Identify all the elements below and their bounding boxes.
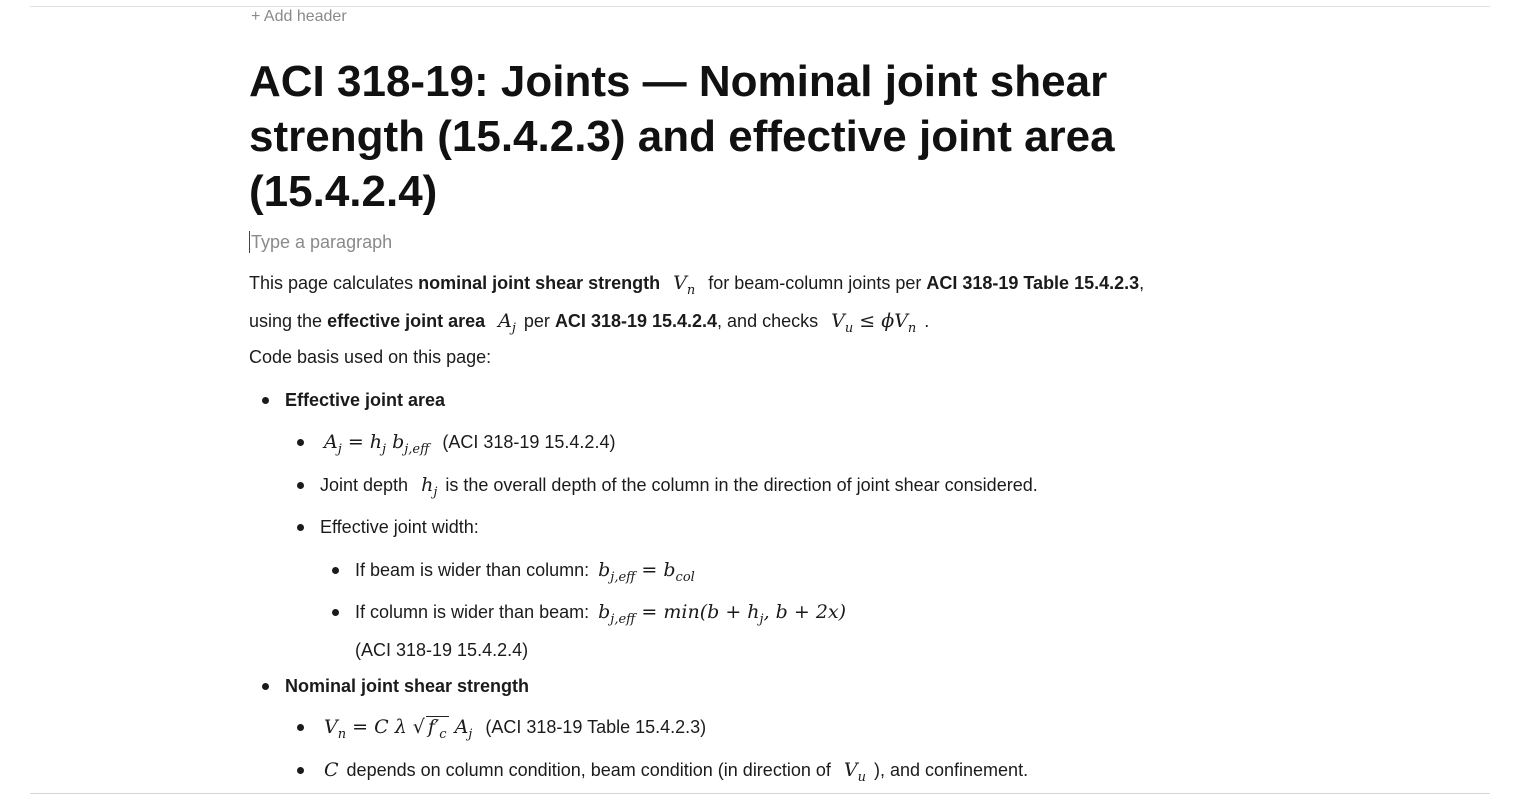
- math-beff-col: $b_{j,eff} = b_{col}$: [598, 559, 695, 585]
- list-item-beam-wider: [355, 555, 699, 593]
- intro-code-ref: ACI 318-19 Table 15.4.2.3: [926, 273, 1140, 293]
- item-text: If beam is wider than column:: [355, 560, 590, 580]
- bullet: [262, 397, 269, 404]
- bullet: [297, 724, 304, 731]
- math-beff-min: $b_{j,eff} = \min(b + h_j$, b + 2x): [598, 601, 847, 627]
- list-item-effective-area: [285, 385, 445, 415]
- bullet: [262, 683, 269, 690]
- intro-text: .: [924, 310, 930, 331]
- list-item-nominal-strength: [285, 671, 529, 701]
- intro-text: using the: [249, 310, 328, 331]
- math-vn: $V_n$: [673, 272, 696, 298]
- text-caret: [249, 231, 250, 253]
- math-vn-formula: $V_n = C$ λ √ $f'_c$ $A_j$: [320, 716, 480, 738]
- math-vu: $V_u$: [843, 759, 866, 785]
- bullet: [297, 767, 304, 774]
- bullet: [297, 482, 304, 489]
- footer-divider: [30, 793, 1490, 794]
- item-text: Joint depth: [320, 475, 409, 495]
- item-text: is the overall depth of the column in the direction of joint shear considered.: [445, 475, 1038, 495]
- list-item-joint-depth: [320, 470, 1038, 508]
- intro-text: , and checks: [717, 310, 819, 331]
- code-basis-label: Code basis used on this page:: [249, 347, 492, 367]
- header-divider: [30, 6, 1490, 7]
- item-text: Effective joint width:: [320, 517, 479, 537]
- intro-text: ,: [1139, 273, 1145, 293]
- intro-text: per: [523, 310, 555, 331]
- math-aj: $A_j$: [498, 309, 516, 336]
- intro-text: for beam-column joints per: [703, 273, 927, 293]
- intro-code-ref: ACI 318-19 15.4.2.4: [554, 310, 718, 331]
- intro-text: This page calculates: [249, 273, 419, 293]
- item-text: ), and confinement.: [873, 760, 1029, 780]
- item-text: If column is wider than beam:: [355, 602, 590, 622]
- add-header-button[interactable]: + Add header: [251, 8, 347, 25]
- math-hj: $h_j$: [421, 474, 438, 500]
- math-check: $V_u \le \phi V_n$: [831, 309, 917, 336]
- intro-bold-term: nominal joint shear strength: [418, 273, 661, 293]
- math-aj-formula: $A_j = h_j$ $b_{j,eff}$: [324, 431, 430, 457]
- list-item-c-factor: [320, 755, 1028, 793]
- code-ref: (ACI 318-19 15.4.2.4): [442, 432, 616, 452]
- code-ref: (ACI 318-19 15.4.2.4): [355, 639, 529, 660]
- intro-paragraph: [249, 268, 1289, 344]
- paragraph-placeholder: Type a paragraph: [251, 231, 393, 252]
- list-item-effective-width: [320, 512, 479, 542]
- bullet: [332, 567, 339, 574]
- bullet: [297, 439, 304, 446]
- page-title[interactable]: ACI 318-19: Joints — Nominal joint shear strength (15.4.2.3) and effective joint area (15.4.2.4): [249, 57, 1115, 216]
- intro-bold-term: effective joint area: [327, 310, 486, 331]
- paragraph-input[interactable]: [249, 229, 392, 255]
- list-item-column-wider: [355, 597, 850, 665]
- bullet: [332, 609, 339, 616]
- section-heading: Effective joint area: [285, 390, 446, 410]
- list-item-aj-formula: [320, 427, 615, 465]
- section-heading: Nominal joint shear strength: [285, 676, 530, 696]
- list-item-vn-formula: [320, 712, 706, 750]
- item-text: depends on column condition, beam condition (in direction of: [346, 760, 831, 780]
- code-ref: (ACI 318-19 Table 15.4.2.3): [485, 717, 707, 737]
- math-c: C: [324, 759, 339, 781]
- bullet: [297, 524, 304, 531]
